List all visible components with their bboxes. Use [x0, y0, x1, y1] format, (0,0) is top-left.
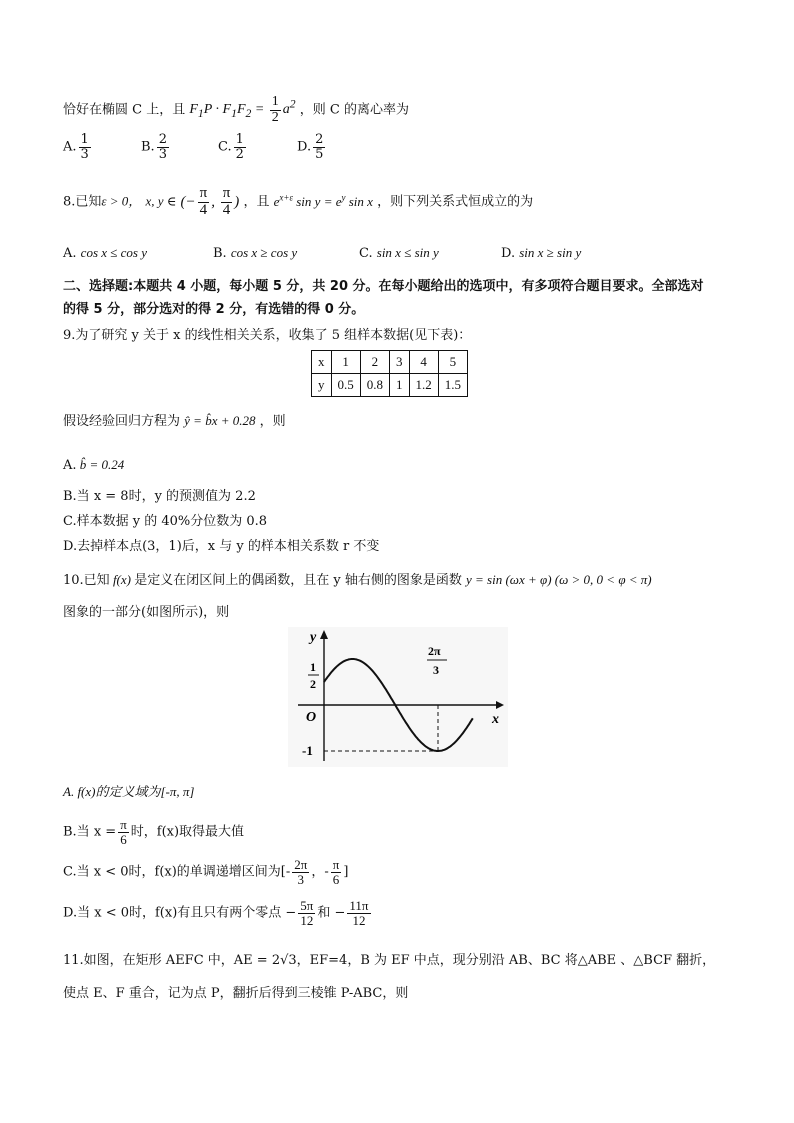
origin-label: O	[306, 710, 317, 725]
q9-data-table	[311, 350, 468, 397]
q8-equation: $e^{x+\varepsilon}$ $\sin y = e^y$ sin x	[273, 192, 373, 209]
q7-vector-expression: $F_1P \cdot F_1F_2$ = $\frac{1}{2}$ $a^2$	[189, 94, 296, 125]
y-min-label: -1	[302, 743, 313, 758]
table-cell: 1.2	[409, 374, 438, 397]
q8-interval: (− $\frac{\pi}{4}$ , $\frac{\pi}{4}$ )	[180, 185, 240, 218]
table-row	[312, 374, 468, 397]
q9-option-b: B.当 x = 8时，y 的预测值为 2.2	[63, 489, 256, 504]
y-axis-label: y	[310, 630, 317, 645]
q11-stem-line1: 11.如图，在矩形 AEFC 中，AE = 2√3，EF=4，B 为 EF 中点，现分别沿 AB、BC 将△ABE 、△BCF 翻折，	[63, 953, 716, 968]
q11-stem-line2: 使点 E、F 重合，记为点 P，翻折后得到三棱锥 P-ABC，则	[63, 986, 409, 1001]
section2-heading-line2: 的得 5 分，部分选对的得 2 分，有选错的得 0 分。	[63, 302, 365, 317]
q10-sine-graph	[288, 627, 508, 767]
q10-option-c: C.当 x < 0时，f(x)的单调递增区间为[- $\frac{2\pi}{3}$ ，- $\frac{\pi}{6}$ ]	[63, 857, 349, 887]
table-cell: 2	[360, 351, 389, 374]
table-row	[312, 351, 468, 374]
q8-stem: 8.已知ε > 0， x, y ∈ (− $\frac{\pi}{4}$ , $\frac{\pi}{4}$ ) ，且 $e^{x+\varepsilon}$ $\sin y = e^y$ sin x ，则下列关系式恒成立的为	[63, 185, 534, 218]
q7-stem: 恰好在椭圆 C 上，且 $F_1P \cdot F_1F_2$ = $\frac{1}{2}$ $a^2$ ，则 C 的离心率为	[63, 94, 409, 125]
y-half-numerator: 1	[310, 660, 316, 674]
q7-option-d: D. $\frac{2}{5}$	[297, 132, 324, 162]
q9-option-c: C.样本数据 y 的 40%分位数为 0.8	[63, 514, 268, 529]
q7-option-a: A. $\frac{1}{3}$	[63, 132, 89, 162]
q8-option-d: D. sin x ≥ sin y	[501, 245, 582, 261]
q10-option-b: B.当 x = $\frac{\pi}{6}$ 时，f(x)取得最大值	[63, 817, 245, 847]
q8-option-c: C. sin x ≤ sin y	[359, 245, 439, 261]
q8-option-a: A. cos x ≤ cos y	[63, 245, 148, 261]
table-cell: 1.5	[438, 374, 467, 397]
y-half-denominator: 2	[310, 677, 316, 691]
regression-equation: ŷ = b̂x + 0.28	[184, 413, 256, 428]
x-mark-denominator: 3	[433, 663, 439, 677]
section2-heading-line1: 二、选择题:本题共 4 小题，每小题 5 分，共 20 分。在每小题给出的选项中，有多项符合题目要求。全部选对	[63, 279, 704, 294]
table-cell: y	[312, 374, 332, 397]
q9-option-a: A. b̂ = 0.24	[63, 457, 125, 473]
table-cell: 0.5	[331, 374, 360, 397]
q9-stem: 9.为了研究 y 关于 x 的线性相关关系，收集了 5 组样本数据(见下表)：	[63, 328, 472, 343]
q8-option-b: B. cos x ≥ cos y	[213, 245, 298, 261]
q9-regression: 假设经验回归方程为 ŷ = b̂x + 0.28 ，则	[63, 413, 286, 429]
table-cell: 0.8	[360, 374, 389, 397]
table-cell: 1	[390, 374, 410, 397]
table-cell: 1	[331, 351, 360, 374]
q7-option-b: B. $\frac{2}{3}$	[141, 132, 167, 162]
q10-option-d: D.当 x < 0时，f(x)有且只有两个零点 − $\frac{5\pi}{12}$ 和 − $\frac{11\pi}{12}$	[63, 898, 369, 928]
table-cell: x	[312, 351, 332, 374]
q10-option-a: A. f(x)的定义域为[-π, π]	[63, 784, 195, 799]
x-axis-label: x	[492, 712, 499, 727]
table-cell: 5	[438, 351, 467, 374]
q10-stem: 10.已知 f(x) 是定义在闭区间上的偶函数，且在 y 轴右侧的图象是函数 y = sin (ωx + φ) (ω > 0, 0 < φ < π)	[63, 572, 652, 588]
q9-option-d: D.去掉样本点(3，1)后，x 与 y 的样本相关系数 r 不变	[63, 539, 380, 554]
table-cell: 3	[390, 351, 410, 374]
x-mark-numerator: 2π	[428, 644, 441, 658]
table-cell: 4	[409, 351, 438, 374]
q7-option-c: C. $\frac{1}{2}$	[218, 132, 244, 162]
q10-stem-line2: 图象的一部分(如图所示)，则	[63, 605, 230, 620]
